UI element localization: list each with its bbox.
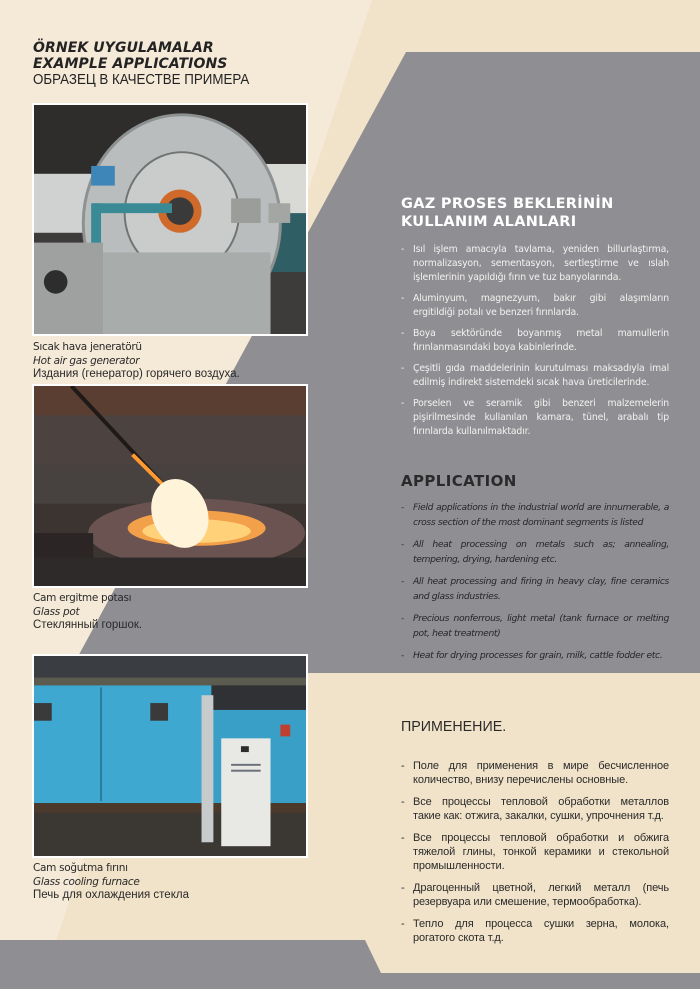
list-item: - Все процессы тепловой обработки металлов такие как: отжига, закалки, сушки, упрочнения т.д. [401,795,669,823]
section-title-english: APPLICATION [401,472,517,490]
section-russian [401,718,669,953]
hot-air-gas-generator-photo [32,103,308,336]
caption-tr: Cam ergitme potası [33,592,132,604]
caption-photo-1 [33,341,240,382]
section-title-russian: ПРИМЕНЕНИЕ. [401,718,507,735]
caption-en: Glass cooling furnace [33,875,140,888]
caption-en: Glass pot [33,605,80,618]
caption-ru: Издания (генератор) горячего воздуха. [33,368,240,380]
title-turkish: ÖRNEK UYGULAMALAR [33,40,214,56]
caption-en: Hot air gas generator [33,354,140,367]
list-item: - Field applications in the industrial world are innumerable, a cross section of the most dominant segments is listed [401,500,669,530]
section-title-turkish [401,195,669,231]
title-line-1: GAZ PROSES BEKLERİNİN [401,196,614,212]
list-item: - Porselen ve seramik gibi benzeri malzemelerin pişirilmesinde kullanılan kamara, tünel, arabalı tip fırınlarda kullanılmaktadır. [401,397,669,439]
list-item: - Heat for drying processes for grain, milk, cattle fodder etc. [401,648,669,663]
list-item: - Precious nonferrous, light metal (tank furnace or melting pot, heat treatment) [401,611,669,641]
caption-ru: Стеклянный горшок. [33,619,143,631]
list-item: - Aluminyum, magnezyum, bakır gibi alaşımların ergitildiği potalı ve benzeri fırınlarda. [401,292,669,320]
title-english: EXAMPLE APPLICATIONS [33,56,228,72]
caption-photo-2 [33,592,142,633]
caption-photo-3 [33,862,189,903]
section-english [401,472,669,670]
list-item: - Тепло для процесса сушки зерна, молока, рогатого скота т.д. [401,917,669,945]
caption-tr: Sıcak hava jeneratörü [33,341,142,353]
list-item: - Все процессы тепловой обработки и обжига тяжелой глины, тонкой керамики и стекольной промышленности. [401,831,669,873]
title-line-2: KULLANIM ALANLARI [401,214,577,230]
glass-cooling-furnace-photo [32,654,308,858]
english-list [401,500,669,663]
caption-ru: Печь для охлаждения стекла [33,889,189,901]
list-item: - Isıl işlem amacıyla tavlama, yeniden billurlaştırma, normalizasyon, sementasyon, sertleştirme ve ıslah işlemlerinin yapıldığı fırın ve tuz banyolarında. [401,243,669,285]
caption-tr: Cam soğutma fırını [33,862,128,874]
turkish-list [401,243,669,439]
glass-pot-photo [32,384,308,588]
title-russian: ОБРАЗЕЦ В КАЧЕСТВЕ ПРИМЕРА [33,72,250,88]
list-item: - Boya sektöründe boyanmış metal mamullerin fırınlanmasındaki boya kabinlerinde. [401,327,669,355]
page-header [33,40,268,88]
list-item: - All heat processing and firing in heavy clay, fine ceramics and glass industries. [401,574,669,604]
list-item: - Çeşitli gıda maddelerinin kurutulması maksadıyla imal edilmiş indirekt sistemdeki sıcak hava üreticilerinde. [401,362,669,390]
list-item: - All heat processing on metals such as; annealing, tempering, drying, hardening etc. [401,537,669,567]
russian-list [401,759,669,945]
section-turkish [401,195,669,446]
list-item: - Драгоценный цветной, легкий металл (печь резервуара или смешение, термообработка). [401,881,669,909]
list-item: - Поле для применения в мире бесчисленное количество, внизу перечислены основные. [401,759,669,787]
